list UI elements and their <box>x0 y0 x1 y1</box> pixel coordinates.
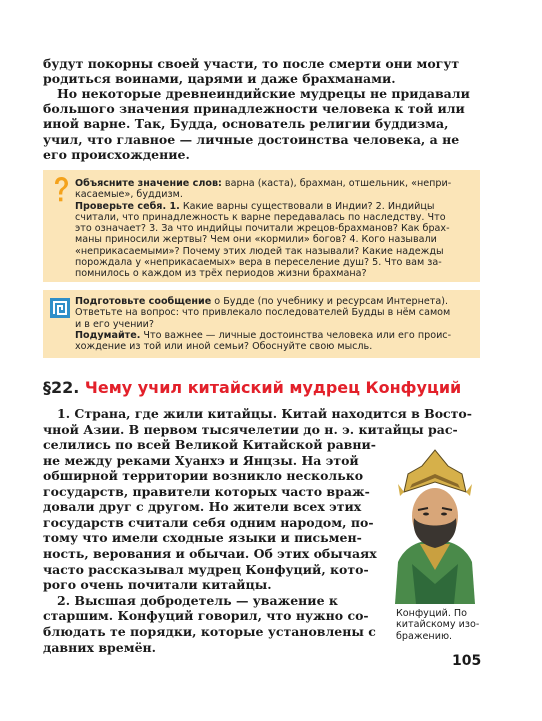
text-line: государств, правители которых часто враж- <box>43 483 370 499</box>
question-mark-icon <box>52 176 70 204</box>
text-line: будут покорны своей участи, то после смерти они могут <box>43 56 460 71</box>
page-number: 105 <box>452 653 482 669</box>
caption-line: китайскому изо- <box>396 619 480 631</box>
spiral-square-icon <box>50 298 70 318</box>
question-line: Проверьте себя. 1. Какие варны существовали в Индии? 2. Индийцы <box>75 200 435 212</box>
question-line: это означает? 3. За что индийцы почитали жрецов-брахманов? Как брах- <box>75 223 450 235</box>
portrait-caption <box>396 608 479 642</box>
text-line: Но некоторые древнеиндийские мудрецы не придавали <box>57 86 470 101</box>
task-line: хождение из той или иной семьи? Обоснуйте свою мысль. <box>75 341 373 353</box>
caption-line: Конфуций. По <box>396 608 468 619</box>
question-line: порождала у «неприкасаемых» вера в переселение душ? 5. Что вам за- <box>75 257 442 269</box>
intro-paragraph-1 <box>43 56 480 86</box>
text-line: 1. Страна, где жили китайцы. Китай находится в Восто- <box>57 406 472 421</box>
text-line: иной варне. Так, Будда, основатель религии буддизма, <box>43 116 449 132</box>
question-line: маны приносили жертвы? Чем они «кормили» богов? 4. Кого называли <box>75 234 437 246</box>
text-line: старшим. Конфуций говорил, что нужно со- <box>43 608 369 624</box>
question-line: Объясните значение слов: варна (каста), брахман, отшельник, «непри- <box>75 178 452 189</box>
text-line: обширной территории возникло несколько <box>43 468 364 483</box>
questions-text <box>75 178 451 280</box>
text-line: родиться воинами, царями и даже брахманами. <box>43 71 396 87</box>
text-line: ность, верования и обычаи. Об этих обычаях <box>43 545 377 561</box>
text-line: часто рассказывал мудрец Конфуций, кото- <box>43 561 369 577</box>
text-line: государств считали себя одним народом, по- <box>43 514 374 530</box>
question-line: считали, что принадлежность к варне передавалась по наследству. Что <box>75 211 446 223</box>
text-line: большого значения принадлежности человека к той или <box>43 101 465 117</box>
text-line: давних времён. <box>43 639 157 655</box>
question-line: помнилось о каждом из трёх периодов жизни брахмана? <box>75 268 367 280</box>
tasks-text <box>75 296 451 352</box>
main-text-narrow <box>43 468 383 655</box>
section-number: §22. <box>43 378 80 397</box>
text-line: 2. Высшая добродетель — уважение к <box>57 592 338 608</box>
task-line: и в его учении? <box>75 318 154 330</box>
task-line: Ответьте на вопрос: что привлекало последователей Будды в нём самом <box>75 307 451 319</box>
text-line: не между реками Хуанхэ и Янцзы. На этой <box>43 452 359 468</box>
text-line: учил, что главное — личные достоинства человека, а не <box>43 131 460 147</box>
text-line: рого очень почитали китайцы. <box>43 577 272 593</box>
task-line: Подумайте. Что важнее — личные достоинства человека или его проис- <box>75 329 452 341</box>
task-line: Подготовьте сообщение о Будде (по учебнику и ресурсам Интернета). <box>75 296 449 307</box>
text-line: тому что имели сходные языки и письмен- <box>43 530 362 546</box>
text-line: селились по всей Великой Китайской равни- <box>43 437 376 453</box>
text-line: блюдать те порядки, которые установлены с <box>43 623 376 639</box>
question-line: «неприкасаемыми»? Почему этих людей так называли? Какие надежды <box>75 245 444 257</box>
section-name: Чему учил китайский мудрец Конфуций <box>84 378 462 397</box>
section-title <box>43 378 461 397</box>
text-line: его происхождение. <box>43 146 190 162</box>
intro-paragraph-2 <box>43 86 480 162</box>
text-line: довали друг с другом. Но жители всех этих <box>43 499 362 515</box>
text-line: чной Азии. В первом тысячелетии до н. э. китайцы рас- <box>43 421 458 437</box>
caption-line: бражению. <box>396 630 453 642</box>
confucius-portrait <box>390 444 480 604</box>
question-line: касаемые», буддизм. <box>75 189 183 201</box>
